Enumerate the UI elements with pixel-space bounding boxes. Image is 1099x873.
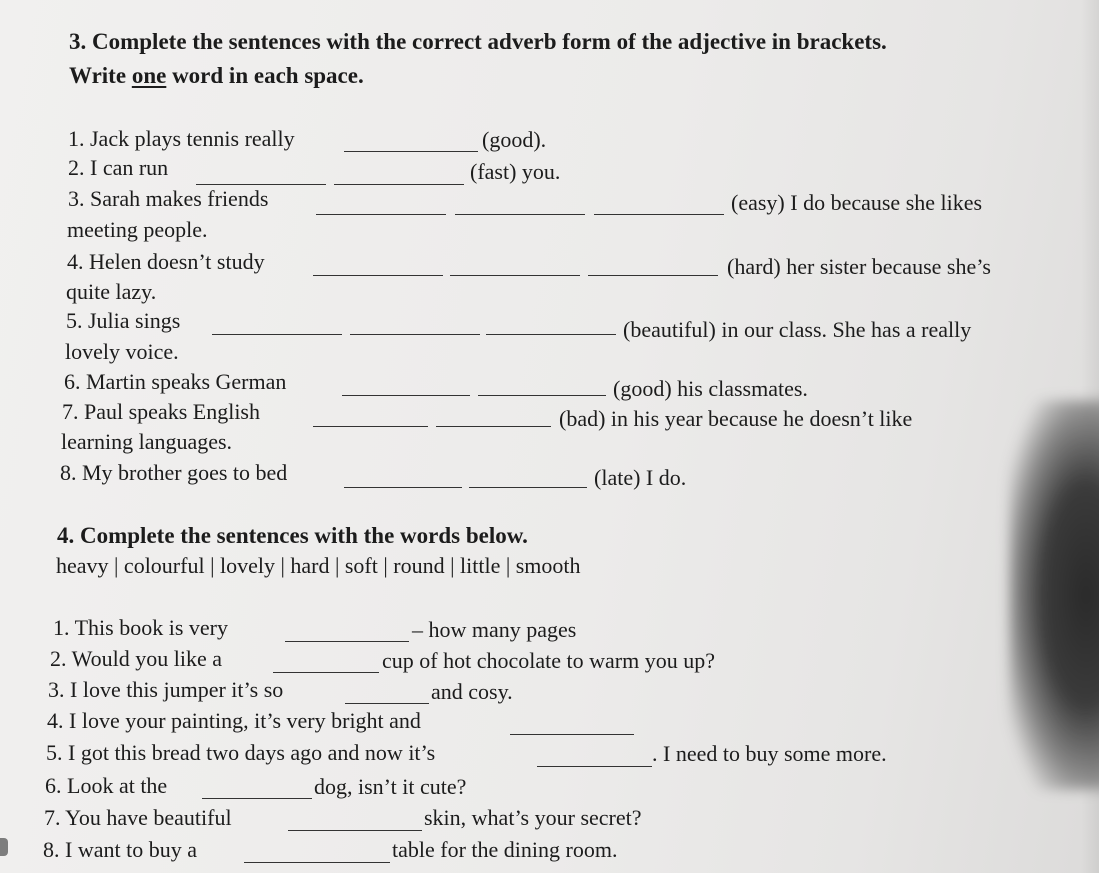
ex4-item-6-post: dog, isn’t it cute?	[314, 774, 467, 799]
ex3-item-3-cont: meeting people.	[67, 217, 208, 242]
ex4-item-3-post: and cosy.	[431, 679, 513, 704]
ex3-blank-1[interactable]	[344, 151, 478, 152]
ex3-item-4: 4. Helen doesn’t study	[67, 249, 265, 274]
ex4-item-8-post: table for the dining room.	[392, 837, 618, 862]
ex4-item-7-post: skin, what’s your secret?	[424, 805, 642, 830]
ex4-item-5: 5. I got this bread two days ago and now it’s	[46, 740, 436, 765]
ex3-blank-5c[interactable]	[486, 334, 616, 335]
exercise-3-title: 3. Complete the sentences with the correct adverb form of the adjective in brackets.	[69, 29, 887, 54]
ex3-hint-7: (bad) in his year because he doesn’t like	[559, 406, 913, 431]
exercise-3-instruction: Write one word in each space.	[69, 63, 364, 88]
ex3-blank-7a[interactable]	[313, 426, 428, 427]
ex3-item-2: 2. I can run	[68, 155, 169, 180]
ex4-blank-1[interactable]	[285, 641, 409, 642]
ex3-hint-2: (fast) you.	[470, 159, 561, 184]
ex3-item-1: 1. Jack plays tennis really	[68, 126, 295, 151]
ex3-blank-5a[interactable]	[212, 334, 342, 335]
ex3-hint-5: (beautiful) in our class. She has a really	[623, 317, 972, 342]
ex3-blank-2b[interactable]	[334, 184, 464, 185]
ex4-item-8: 8. I want to buy a	[43, 837, 197, 862]
ex3-item-8: 8. My brother goes to bed	[60, 460, 288, 485]
ex3-blank-3a[interactable]	[316, 214, 446, 215]
ex4-item-1: 1. This book is very	[53, 615, 228, 640]
ex4-item-6: 6. Look at the	[45, 773, 168, 798]
ex3-item-4-cont: quite lazy.	[66, 279, 157, 304]
ex4-blank-6[interactable]	[202, 798, 312, 799]
ex3-item-7-cont: learning languages.	[61, 429, 233, 454]
ex3-blank-8a[interactable]	[344, 487, 462, 488]
ex4-blank-3[interactable]	[345, 703, 429, 704]
exercise-4-title: 4. Complete the sentences with the words below.	[57, 523, 528, 548]
ex4-item-4: 4. I love your painting, it’s very bright and	[47, 708, 421, 733]
ex3-blank-5b[interactable]	[350, 334, 480, 335]
ex4-item-2-post: cup of hot chocolate to warm you up?	[382, 648, 715, 673]
ex3-blank-4c[interactable]	[588, 275, 718, 276]
ex4-blank-2[interactable]	[273, 672, 379, 673]
ex3-blank-8b[interactable]	[469, 487, 587, 488]
ex4-item-3: 3. I love this jumper it’s so	[48, 677, 284, 702]
ex3-blank-3c[interactable]	[594, 214, 724, 215]
ex4-item-2: 2. Would you like a	[50, 646, 222, 671]
ex3-blank-4b[interactable]	[450, 275, 580, 276]
ex3-hint-3: (easy) I do because she likes	[731, 190, 983, 215]
ex3-blank-2a[interactable]	[196, 184, 326, 185]
ex3-item-5-cont: lovely voice.	[65, 339, 179, 364]
ex3-blank-7b[interactable]	[436, 426, 551, 427]
ex4-blank-5[interactable]	[537, 766, 652, 767]
ex4-item-1-post: – how many pages	[412, 617, 577, 642]
ex3-item-3: 3. Sarah makes friends	[68, 186, 269, 211]
ex3-hint-1: (good).	[482, 127, 547, 152]
ex4-blank-7[interactable]	[288, 830, 422, 831]
ex4-item-7: 7. You have beautiful	[44, 805, 232, 830]
ex3-hint-4: (hard) her sister because she’s	[727, 254, 991, 279]
ex3-blank-3b[interactable]	[455, 214, 585, 215]
binding-mark	[0, 838, 8, 856]
ex4-blank-4[interactable]	[510, 734, 634, 735]
ex4-item-5-post: . I need to buy some more.	[652, 741, 887, 766]
ex3-hint-6: (good) his classmates.	[613, 376, 808, 401]
ex3-blank-6a[interactable]	[342, 395, 470, 396]
word-bank: heavy | colourful | lovely | hard | soft | round | little | smooth	[56, 553, 581, 578]
ex4-blank-8[interactable]	[244, 862, 390, 863]
ex3-blank-4a[interactable]	[313, 275, 443, 276]
ex3-blank-6b[interactable]	[478, 395, 606, 396]
ex3-item-6: 6. Martin speaks German	[64, 369, 287, 394]
ex3-hint-8: (late) I do.	[594, 465, 687, 490]
hand-shadow	[1009, 400, 1099, 790]
ex3-item-5: 5. Julia sings	[66, 308, 181, 333]
ex3-item-7: 7. Paul speaks English	[62, 399, 260, 424]
